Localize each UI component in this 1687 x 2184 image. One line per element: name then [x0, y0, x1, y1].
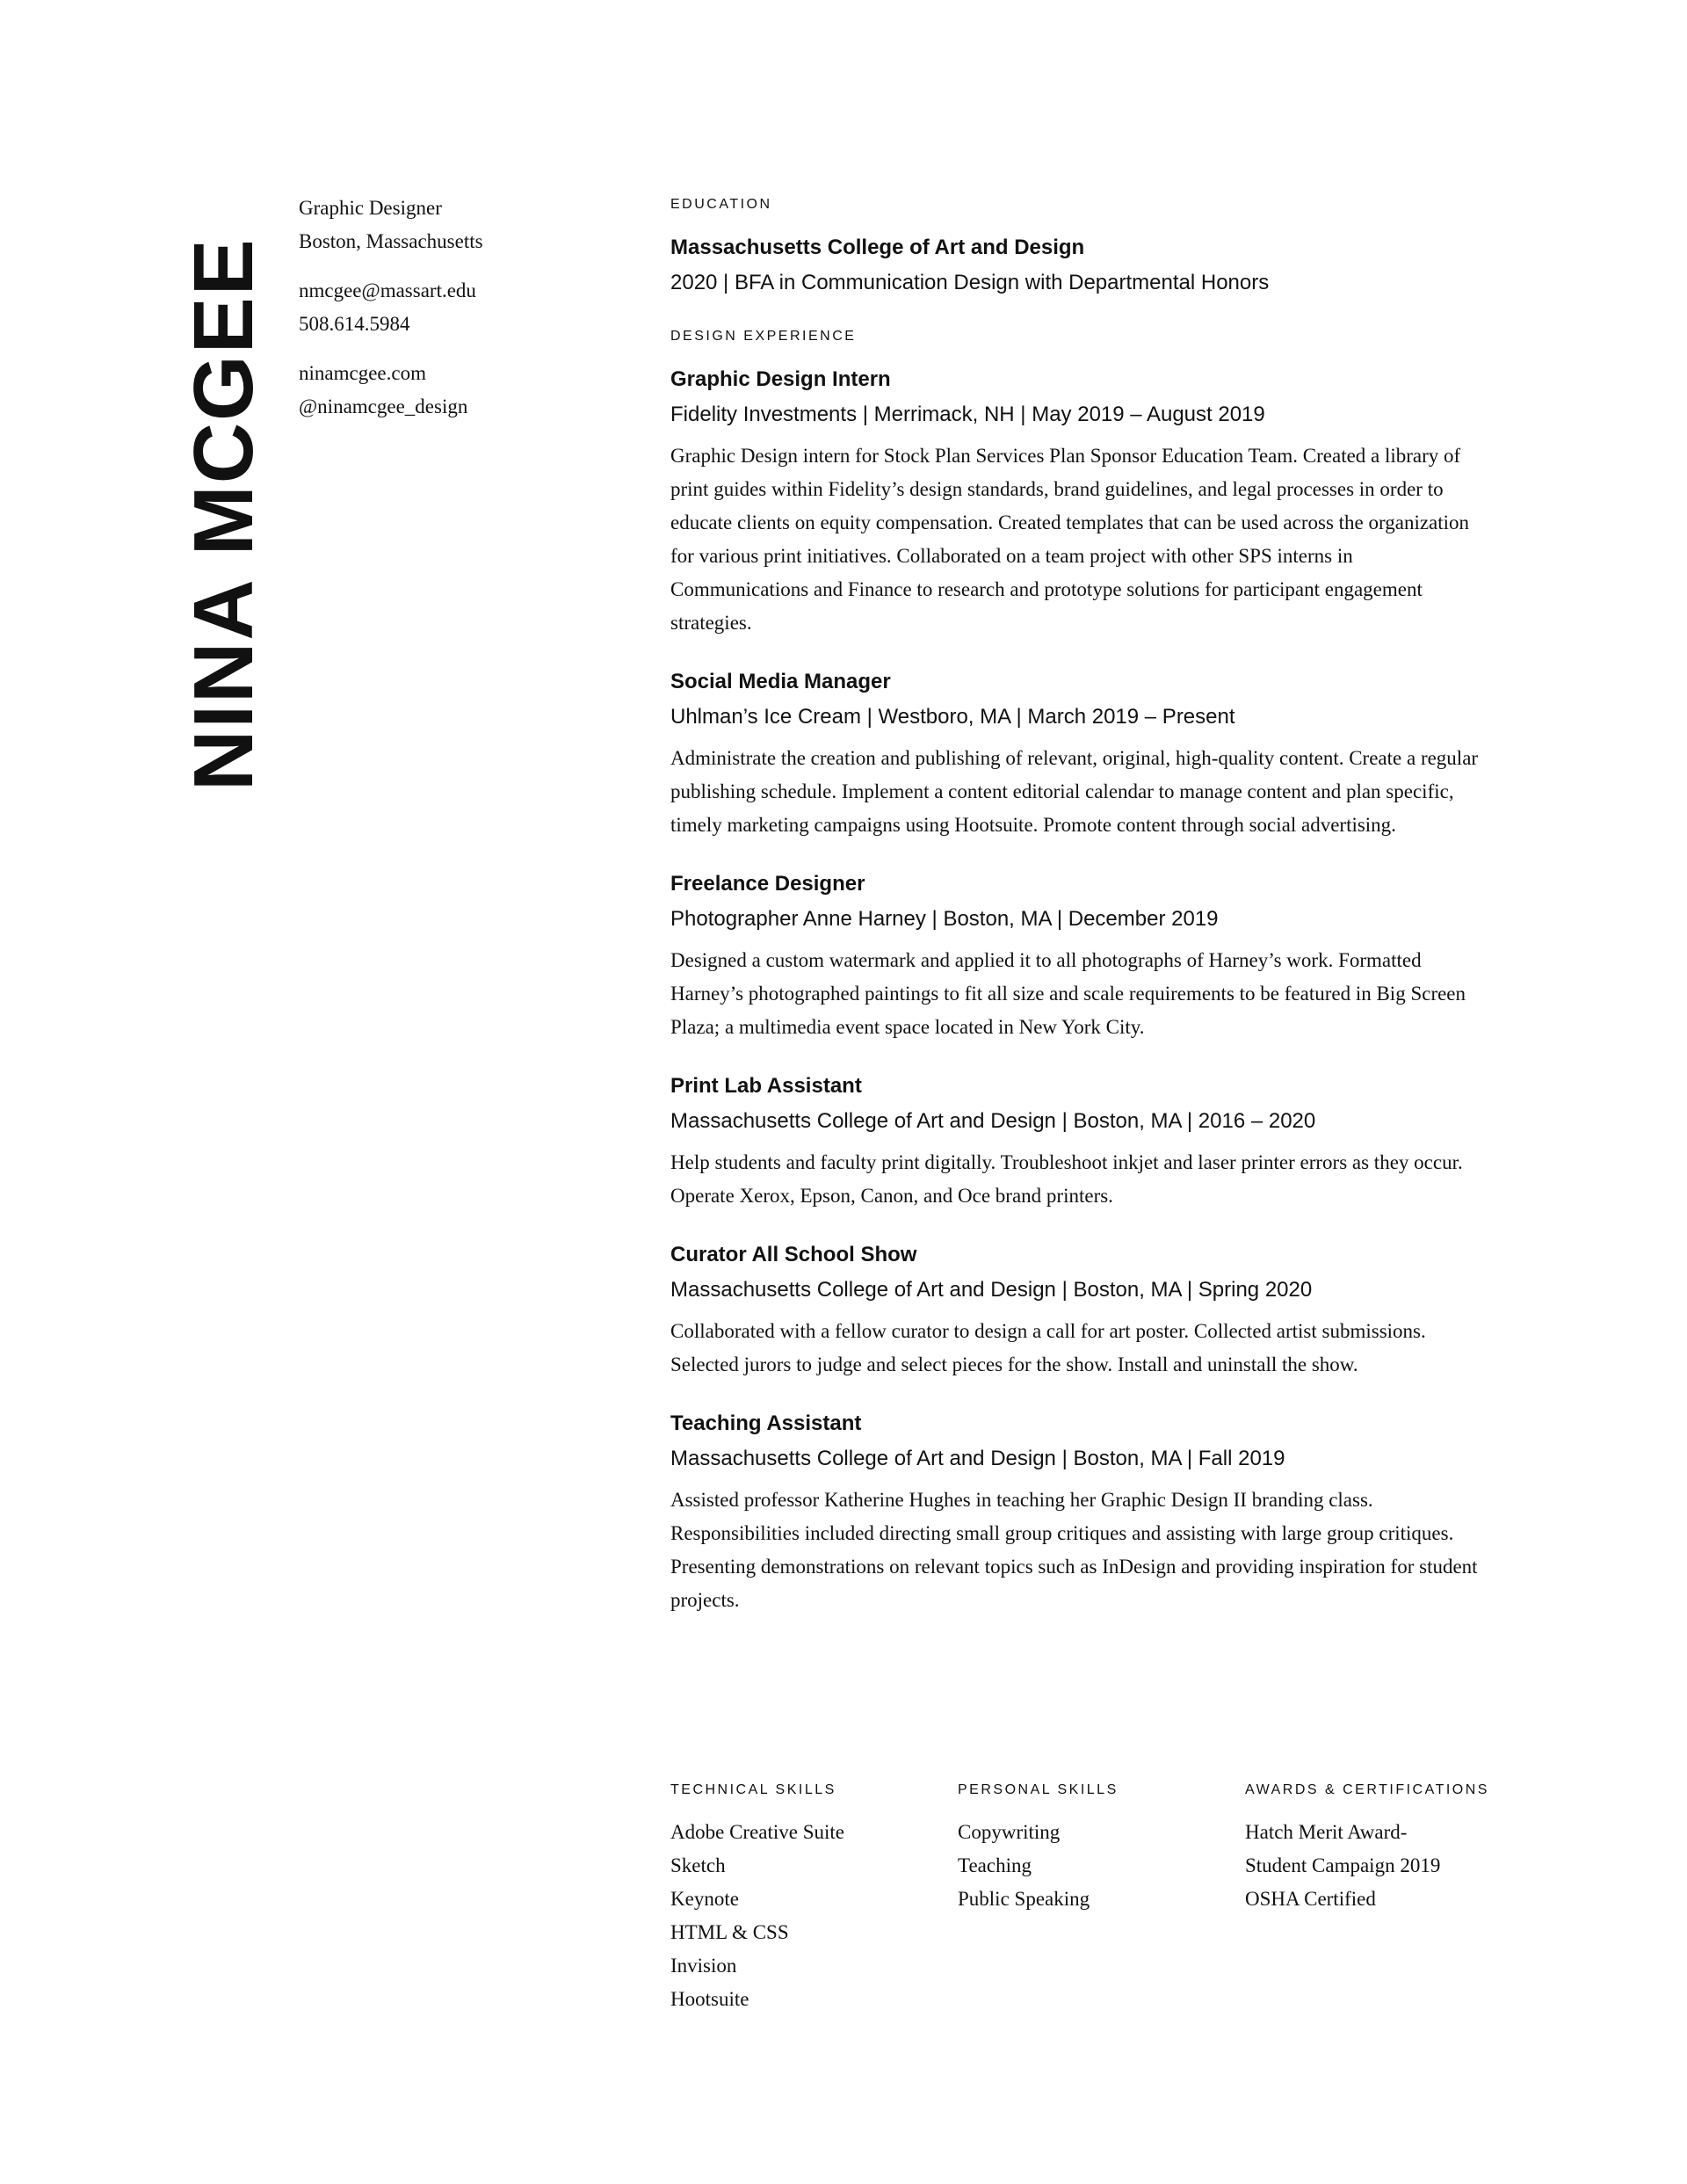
job-entry	[670, 664, 1496, 842]
job-description: Assisted professor Katherine Hughes in teaching her Graphic Design II branding class. Responsibilities included directing small group critiques and assisting with large group critiques. Presenting demonstrations on relevant topics such as InDesign and providing inspiration for student projects.	[670, 1489, 1478, 1611]
skill-item: HTML & CSS	[670, 1921, 789, 1943]
job-entry	[670, 1237, 1496, 1382]
social-handle: @ninamcgee_design	[299, 395, 468, 417]
skills-section	[670, 1781, 1549, 2016]
awards-label: AWARDS & CERTIFICATIONS	[1245, 1782, 1489, 1797]
award-item: OSHA Certified	[1245, 1888, 1376, 1910]
job-meta: Uhlman’s Ice Cream | Westboro, MA | March 2019 – Present	[670, 705, 1235, 729]
job-meta: Massachusetts College of Art and Design | Boston, MA | Spring 2020	[670, 1278, 1313, 1302]
job-title: Graphic Design Intern	[670, 367, 891, 391]
awards-column	[1245, 1781, 1532, 2016]
web-social-group	[299, 357, 615, 424]
job-description: Administrate the creation and publishing of relevant, original, high-quality content. Create a regular publishing schedule. Implement a content editorial calendar to manage content and plan specific, timely marketing campaigns using Hootsuite. Promote content through social advertising.	[670, 747, 1479, 836]
job-entry	[670, 867, 1496, 1044]
technical-skills-column	[670, 1781, 958, 2016]
personal-skills-column	[958, 1781, 1245, 2016]
job-entry	[670, 1406, 1496, 1617]
skill-item: Invision	[670, 1955, 737, 1977]
job-entry	[670, 1069, 1496, 1213]
website-link[interactable]: ninamcgee.com	[299, 362, 426, 384]
contact-block	[299, 192, 615, 439]
job-title: Freelance Designer	[670, 872, 865, 896]
skill-item: Keynote	[670, 1888, 739, 1910]
education-school: Massachusetts College of Art and Design	[670, 236, 1085, 259]
skill-item: Public Speaking	[958, 1888, 1090, 1910]
name-text: NINA MCGEE	[177, 237, 271, 791]
job-description: Graphic Design intern for Stock Plan Services Plan Sponsor Education Team. Created a library of print guides within Fidelity’s design standards, brand guidelines, and legal processes in order to educate clients on equity compensation. Created templates that can be used across the organization for various print initiatives. Collaborated on a team project with other SPS interns in Communications and Finance to research and prototype solutions for participant engagement strategies.	[670, 445, 1470, 634]
award-item: Student Campaign 2019	[1245, 1854, 1441, 1876]
main-column	[670, 195, 1496, 1642]
skill-item: Copywriting	[958, 1821, 1061, 1843]
education-degree: 2020 | BFA in Communication Design with Departmental Honors	[670, 271, 1270, 294]
skill-item: Adobe Creative Suite	[670, 1821, 845, 1843]
role-location-group	[299, 192, 615, 258]
job-entry	[670, 362, 1496, 640]
job-title: Curator All School Show	[670, 1243, 917, 1266]
job-description: Collaborated with a fellow curator to design a call for art poster. Collected artist submissions. Selected jurors to judge and select pieces for the show. Install and uninstall the show.	[670, 1320, 1426, 1375]
phone-text: 508.614.5984	[299, 313, 410, 335]
job-description: Help students and faculty print digitally. Troubleshoot inkjet and laser printer errors as they occur. Operate Xerox, Epson, Canon, and Oce brand printers.	[670, 1151, 1463, 1207]
education-label: EDUCATION	[670, 197, 772, 212]
job-meta: Massachusetts College of Art and Design | Boston, MA | Fall 2019	[670, 1447, 1285, 1470]
award-item: Hatch Merit Award-	[1245, 1821, 1408, 1843]
location-text: Boston, Massachusetts	[299, 230, 483, 252]
job-description: Designed a custom watermark and applied it to all photographs of Harney’s work. Formatted Harney’s photographed paintings to fit all size and scale requirements to be featured in Big Screen Plaza; a multimedia event space located in New York City.	[670, 949, 1466, 1038]
job-meta: Fidelity Investments | Merrimack, NH | May 2019 – August 2019	[670, 403, 1265, 426]
job-title: Social Media Manager	[670, 670, 891, 693]
job-meta: Massachusetts College of Art and Design | Boston, MA | 2016 – 2020	[670, 1109, 1316, 1133]
job-title: Print Lab Assistant	[670, 1074, 862, 1098]
experience-label: DESIGN EXPERIENCE	[670, 329, 857, 344]
technical-skills-label: TECHNICAL SKILLS	[670, 1782, 836, 1797]
job-meta: Photographer Anne Harney | Boston, MA | December 2019	[670, 907, 1219, 931]
skill-item: Hootsuite	[670, 1988, 749, 2010]
experience-section	[670, 327, 1496, 1617]
role-text: Graphic Designer	[299, 197, 442, 219]
skill-item: Teaching	[958, 1854, 1032, 1876]
personal-skills-label: PERSONAL SKILLS	[958, 1782, 1119, 1797]
email-phone-group	[299, 274, 615, 341]
job-title: Teaching Assistant	[670, 1411, 862, 1435]
name-heading	[177, 193, 271, 791]
education-section	[670, 195, 1496, 301]
email-link[interactable]: nmcgee@massart.edu	[299, 279, 476, 301]
skill-item: Sketch	[670, 1854, 726, 1876]
